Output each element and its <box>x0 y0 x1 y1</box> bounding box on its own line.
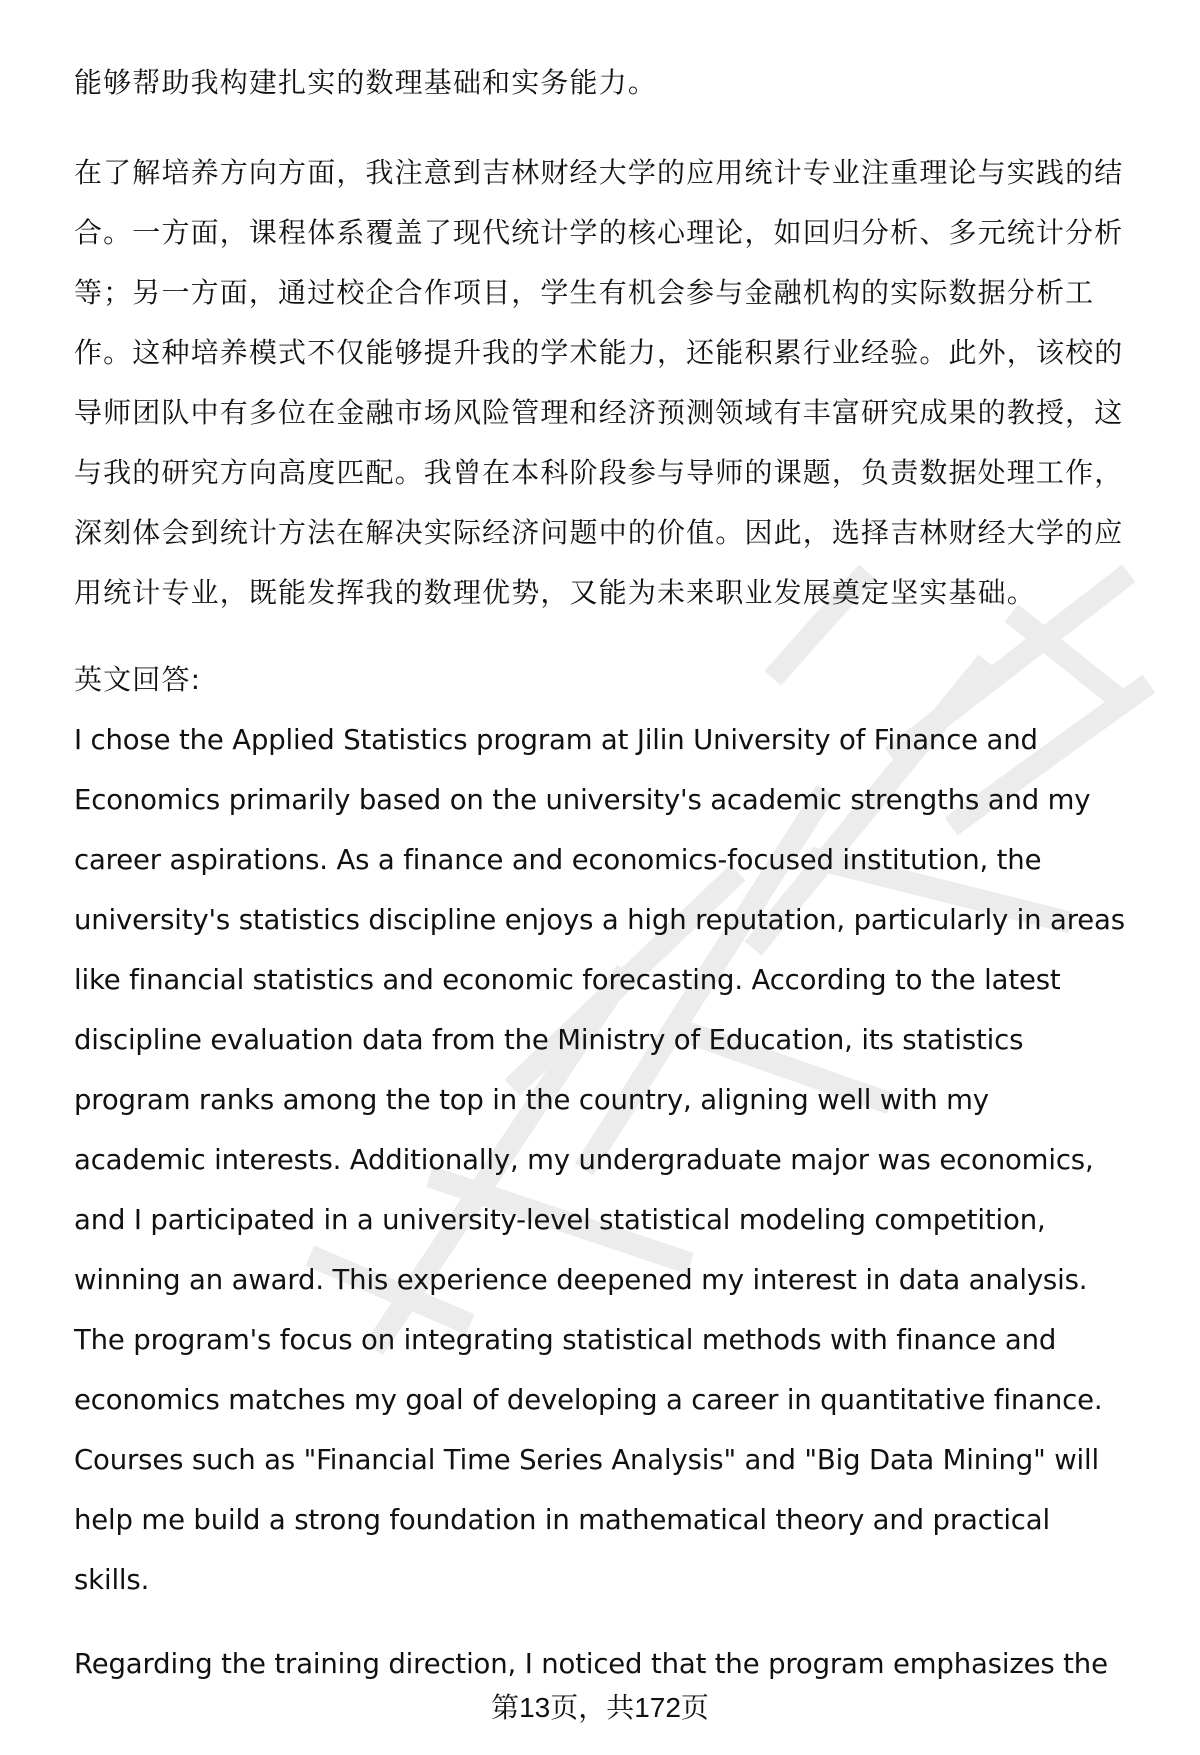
text-line: skills. <box>74 1564 150 1596</box>
text-line: university's statistics discipline enjoys a high reputation, particularly in areas <box>74 904 1125 936</box>
text-line: program ranks among the top in the country, aligning well with my <box>74 1084 989 1116</box>
text-line: discipline evaluation data from the Ministry of Education, its statistics <box>74 1024 1024 1056</box>
text-line: 等；另一方面，通过校企合作项目，学生有机会参与金融机构的实际数据分析工 <box>74 276 1095 309</box>
page-number-footer: 第13页，共172页 <box>491 1692 709 1723</box>
text-line: I chose the Applied Statistics program at Jilin University of Finance and <box>74 724 1038 756</box>
text-line: 用统计专业，既能发挥我的数理优势，又能为未来职业发展奠定坚实基础。 <box>74 576 1036 609</box>
text-line: 在了解培养方向方面，我注意到吉林财经大学的应用统计专业注重理论与实践的结 <box>74 156 1124 189</box>
text-line: 作。这种培养模式不仅能够提升我的学术能力，还能积累行业经验。此外，该校的 <box>74 336 1124 369</box>
text-line: academic interests. Additionally, my undergraduate major was economics, <box>74 1144 1094 1176</box>
text-line: Regarding the training direction, I noticed that the program emphasizes the <box>74 1648 1108 1680</box>
text-line: Economics primarily based on the university's academic strengths and my <box>74 784 1091 816</box>
text-line: like financial statistics and economic forecasting. According to the latest <box>74 964 1061 996</box>
text-line: Courses such as "Financial Time Series Analysis" and "Big Data Mining" will <box>74 1444 1100 1476</box>
text-line: 英文回答: <box>74 663 202 696</box>
text-line: 与我的研究方向高度匹配。我曾在本科阶段参与导师的课题，负责数据处理工作， <box>74 456 1124 489</box>
text-line: winning an award. This experience deepened my interest in data analysis. <box>74 1264 1088 1296</box>
text-line: and I participated in a university-level statistical modeling competition, <box>74 1204 1046 1236</box>
text-line: The program's focus on integrating statistical methods with finance and <box>74 1324 1057 1356</box>
text-line: 合。一方面，课程体系覆盖了现代统计学的核心理论，如回归分析、多元统计分析 <box>74 216 1124 249</box>
text-line: 能够帮助我构建扎实的数理基础和实务能力。 <box>74 66 658 99</box>
text-line: economics matches my goal of developing a career in quantitative finance. <box>74 1384 1103 1416</box>
text-line: 深刻体会到统计方法在解决实际经济问题中的价值。因此，选择吉林财经大学的应 <box>74 516 1124 549</box>
text-line: help me build a strong foundation in mathematical theory and practical <box>74 1504 1050 1536</box>
text-line: career aspirations. As a finance and economics-focused institution, the <box>74 844 1042 876</box>
text-line: 导师团队中有多位在金融市场风险管理和经济预测领域有丰富研究成果的教授，这 <box>74 396 1124 429</box>
